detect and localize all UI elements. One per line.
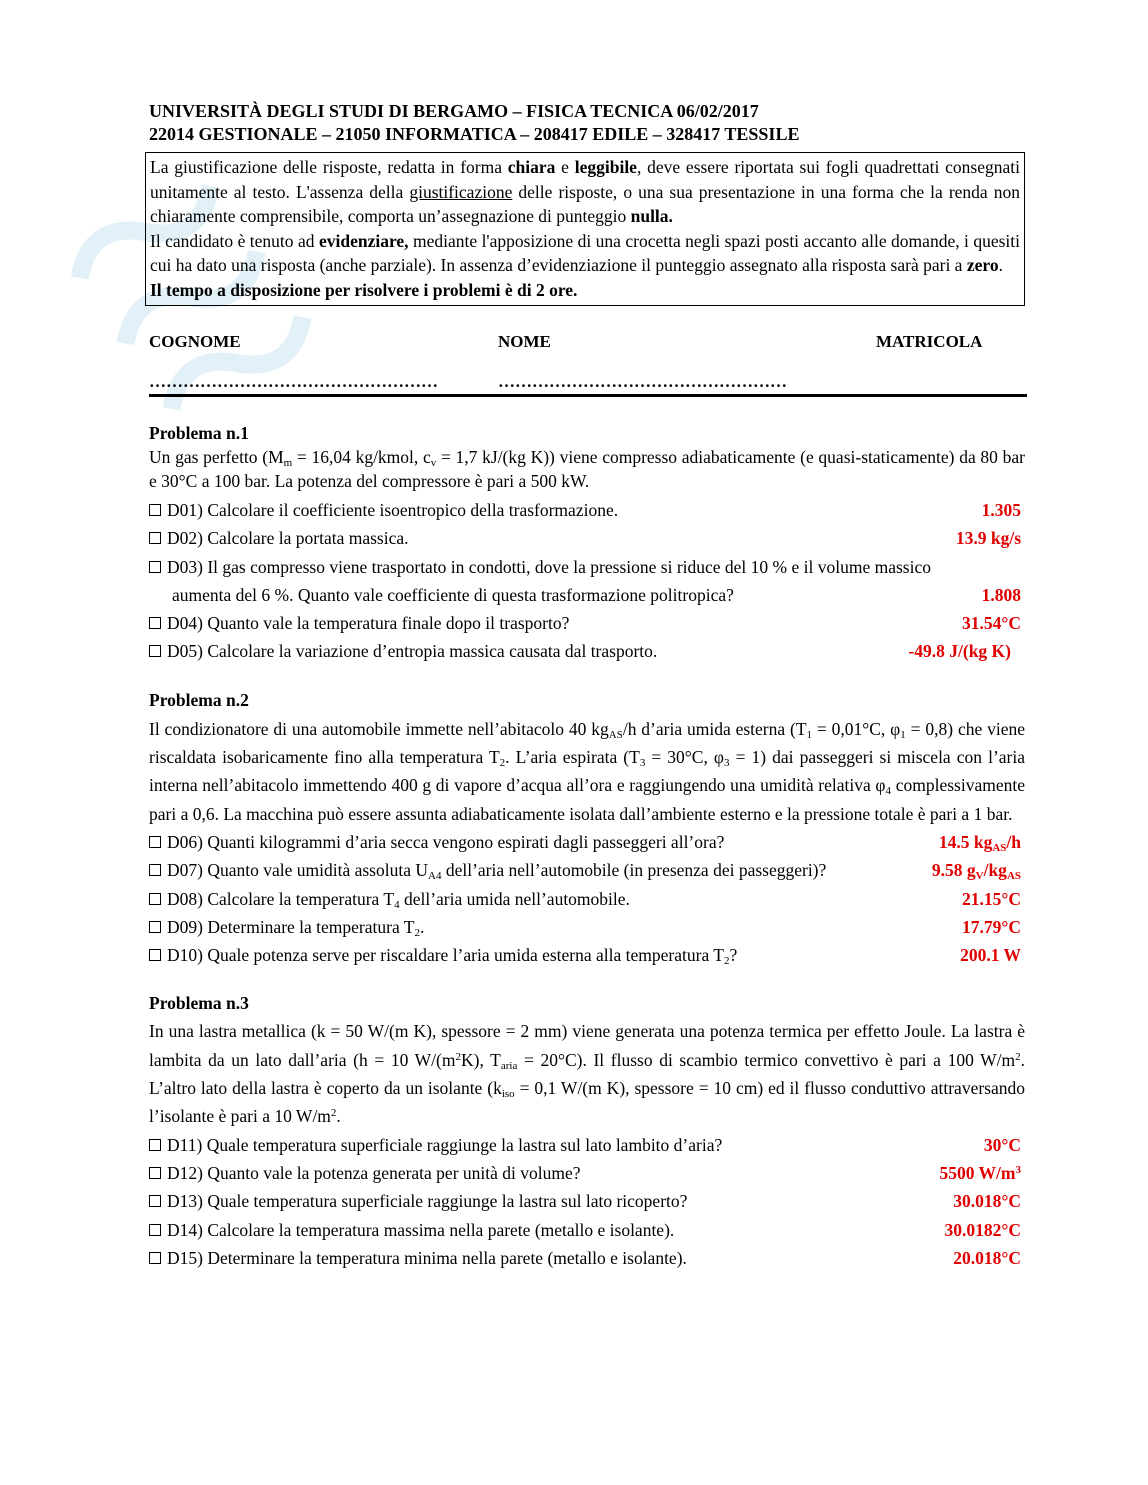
matricola-label: MATRICOLA	[876, 332, 983, 351]
question-d03-cont: aumenta del 6 %. Quanto vale coefficiente di questa trasformazione politropica? 1.808	[149, 581, 1025, 609]
problem-2-title: Problema n.2	[149, 689, 249, 710]
checkbox-d04[interactable]	[149, 617, 161, 629]
question-d08: D08) Calcolare la temperatura $T_4$ dell’aria umida nell’automobile. 21.15°C	[149, 885, 1025, 913]
question-d05: D05) Calcolare la variazione d’entropia massica causata dal trasporto. -49.8 J/(kg K)	[149, 637, 1025, 665]
instructions-box	[145, 152, 1025, 306]
checkbox-d11[interactable]	[149, 1139, 161, 1151]
exam-sheet	[149, 100, 1025, 1272]
problem-1-title: Problema n.1	[149, 423, 249, 443]
question-d11: D11) Quale temperatura superficiale raggiunge la lastra sul lato lambito d’aria? 30°C	[149, 1131, 1025, 1159]
checkbox-d01[interactable]	[149, 504, 161, 516]
answer-d15: 20.018°C	[953, 1247, 1021, 1268]
question-d04: D04) Quanto vale la temperatura finale dopo il trasporto? 31.54°C	[149, 609, 1025, 637]
question-d01: D01) Calcolare il coefficiente isoentropico della trasformazione. 1.305	[149, 496, 1025, 524]
checkbox-d13[interactable]	[149, 1195, 161, 1207]
checkbox-d02[interactable]	[149, 532, 161, 544]
question-d10: D10) Quale potenza serve per riscaldare l’aria umida esterna alla temperatura $T_2$? 200.1 W	[149, 941, 1025, 969]
answer-d02: 13.9 kg/s	[955, 528, 1021, 549]
question-d03: D03) Il gas compresso viene trasportato in condotti, dove la pressione si riduce del 10 % e il volume massico	[149, 553, 1025, 581]
question-d02: D02) Calcolare la portata massica. 13.9 kg/s	[149, 524, 1025, 552]
answer-d13: 30.018°C	[953, 1191, 1021, 1212]
answer-d03: 1.808	[981, 584, 1021, 605]
problem-3-title: Problema n.3	[149, 993, 249, 1014]
header-line-2: 22014 GESTIONALE – 21050 INFORMATICA – 208417 EDILE – 328417 TESSILE	[149, 124, 800, 144]
nome-label: NOME	[498, 332, 551, 351]
name-entry-line[interactable]	[149, 372, 1025, 394]
checkbox-d12[interactable]	[149, 1167, 161, 1179]
checkbox-d08[interactable]	[149, 893, 161, 905]
question-d15: D15) Determinare la temperatura minima nella parete (metallo e isolante). 20.018°C	[149, 1244, 1025, 1272]
problem-1	[149, 421, 1025, 666]
answer-d01: 1.305	[981, 500, 1021, 520]
question-d09: D09) Determinare la temperatura $T_2$. 17.79°C	[149, 913, 1025, 941]
question-d06: D06) Quanti kilogrammi d’aria secca vengono espirati dagli passeggeri all’ora? 14.5 $kg_{AS}/h$	[149, 828, 1025, 856]
header-title	[149, 100, 1025, 146]
checkbox-d06[interactable]	[149, 836, 161, 848]
problem-2	[149, 688, 1025, 970]
instructions-paragraph-1: La giustificazione delle risposte, redatta in forma chiara e leggibile, deve essere riportata sui fogli quadrettati consegnati unitamente al testo. L'assenza della giustificazione delle risposte, o una sua presentazione in una forma che la renda non chiaramente comprensibile, comporta un’assegnazione di punteggio nulla.	[150, 157, 1020, 226]
instructions-paragraph-2: Il candidato è tenuto ad evidenziare, mediante l'apposizione di una crocetta negli spazi posti accanto alle domande, i quesiti cui ha dato una risposta (anche parziale). In assenza d’evidenziazione il punteggio assegnato alla risposta sarà pari a zero.	[150, 230, 1020, 275]
header-line-1: UNIVERSITÀ DEGLI STUDI DI BERGAMO – FISICA TECNICA 06/02/2017	[149, 101, 759, 121]
checkbox-d15[interactable]	[149, 1252, 161, 1264]
answer-d05: -49.8 J/(kg K)	[908, 641, 1011, 662]
answer-d09: 17.79°C	[961, 916, 1021, 937]
answer-d14: 30.0182°C	[944, 1219, 1021, 1240]
checkbox-d05[interactable]	[149, 645, 161, 657]
checkbox-d07[interactable]	[149, 864, 161, 876]
answer-d04: 31.54°C	[961, 613, 1021, 634]
answer-d07: 9.58 $g_V/kg_{AS}$	[931, 860, 1021, 883]
question-d12: D12) Quanto vale la potenza generata per unità di volume? 5500 $W/m^3$	[149, 1159, 1025, 1187]
checkbox-d03[interactable]	[149, 561, 161, 573]
question-d14: D14) Calcolare la temperatura massima nella parete (metallo e isolante). 30.0182°C	[149, 1216, 1025, 1244]
problem-3-intro: In una lastra metallica (k = 50 W/(m K), spessore = 2 mm) viene generata una potenza termica per effetto Joule. La lastra è lambita da un lato dall’aria (h = 10 $W/(m^2K)$, $T_{aria} = 20^\circ C$). Il flusso di scambio termico convettivo è pari a 100 $W/m^2$. L’altro lato della lastra è coperto da un isolante ($k_{iso} = 0,1$ W/(m K), spessore = 10 cm) ed il flusso conduttivo attraversando l’isolante è pari a 10 $W/m^2$.	[149, 1021, 1025, 1127]
nome-dots[interactable]: ……………………………………………	[498, 372, 787, 391]
answer-d12: 5500 $W/m^3$	[939, 1162, 1021, 1183]
answer-d11: 30°C	[983, 1134, 1021, 1155]
answer-d08: 21.15°C	[961, 888, 1021, 909]
checkbox-d14[interactable]	[149, 1224, 161, 1236]
question-d07: D07) Quanto vale umidità assoluta $U_{A4}$ dell’aria nell’automobile (in presenza dei passeggeri)? 9.58 $g_V/kg_{AS}$	[149, 856, 1025, 884]
cognome-label: COGNOME	[149, 332, 241, 351]
cognome-dots[interactable]: ……………………………………………	[149, 372, 438, 391]
checkbox-d10[interactable]	[149, 949, 161, 961]
problem-2-intro: Il condizionatore di una automobile immette nell’abitacolo 40 $kg_{AS}/h$ d’aria umida esterna ($T_1 = 0,01^\circ C$, $\varphi_1 = 0,8$) che viene riscaldata isobaricamente fino alla temperatura $T_2$. L’aria espirata ($T_3 = 30^\circ C$, $\varphi_3 = 1$) dai passeggeri si miscela con l’aria interna nell’abitacolo immettendo 400 g di vapore d’acqua all’ora e raggiungendo una umidità relativa $\varphi_4$ complessivamente pari a 0,6. La macchina può essere assunta adiabaticamente isolata dall’ambiente esterno e la pressione totale è pari a 1 bar.	[149, 718, 1026, 824]
separator-rule	[149, 394, 1027, 397]
question-d13: D13) Quale temperatura superficiale raggiunge la lastra sul lato ricoperto? 30.018°C	[149, 1187, 1025, 1215]
checkbox-d09[interactable]	[149, 921, 161, 933]
answer-d10: 200.1 W	[960, 945, 1021, 966]
problem-1-intro: Un gas perfetto ($M_m = 16,04$ kg/kmol, $c_v = 1,7$ kJ/(kg K)) viene compresso adiabaticamente (e quasi-staticamente) da 80 bar e 30°C a 100 bar. La potenza del compressore è pari a 500 kW.	[149, 447, 1025, 491]
instructions-time-limit: Il tempo a disposizione per risolvere i problemi è di 2 ore.	[150, 279, 578, 300]
student-fields	[149, 332, 1025, 372]
problem-3	[149, 991, 1025, 1272]
answer-d06: 14.5 $kg_{AS}/h$	[938, 831, 1021, 854]
